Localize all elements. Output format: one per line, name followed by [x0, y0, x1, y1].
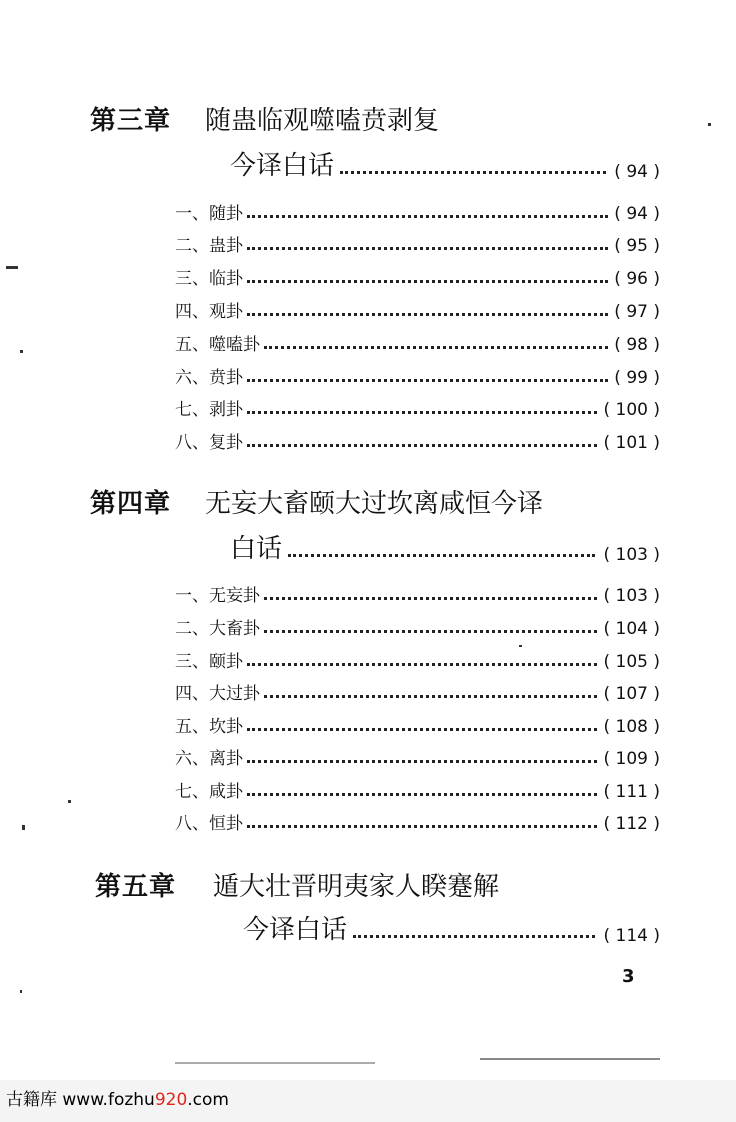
chapter-5-page: ( 114 ) [603, 926, 660, 946]
site-url-suffix: .com [187, 1090, 229, 1110]
leader-dots [247, 760, 597, 763]
site-name: 古籍库 [6, 1090, 57, 1110]
leader-dots [247, 313, 608, 316]
leader-dots [264, 695, 597, 698]
toc-entry-label: 二、大畜卦 [175, 619, 260, 639]
leader-dots [247, 280, 608, 283]
chapter-5-continuation: 今译白话 [243, 915, 348, 945]
toc-entry-page: ( 109 ) [603, 749, 660, 769]
scan-speck [519, 645, 522, 647]
leader-dots [353, 935, 595, 938]
chapter-4-page: ( 103 ) [603, 545, 660, 565]
toc-entry-label: 二、蛊卦 [175, 236, 243, 256]
toc-entry-page: ( 105 ) [603, 652, 660, 672]
leader-dots [264, 346, 608, 349]
chapter-3-page: ( 94 ) [614, 162, 660, 182]
footer-bar [0, 1080, 736, 1122]
scan-speck [20, 350, 23, 353]
chapter-4-title: 无妄大畜颐大过坎离咸恒今译 [205, 489, 544, 519]
toc-entry[interactable] [175, 680, 660, 704]
scan-speck [708, 123, 711, 126]
toc-entry[interactable] [175, 615, 660, 639]
chapter-5-continuation-line[interactable] [243, 916, 660, 946]
toc-entry-label: 三、颐卦 [175, 652, 243, 672]
chapter-3-continuation: 今译白话 [230, 151, 335, 181]
chapter-5-title: 遁大壮晋明夷家人睽蹇解 [213, 872, 500, 902]
toc-entry[interactable] [175, 582, 660, 606]
leader-dots [247, 663, 597, 666]
toc-entry[interactable] [175, 298, 660, 322]
toc-entry-page: ( 94 ) [614, 204, 660, 224]
toc-entry-label: 七、剥卦 [175, 400, 243, 420]
leader-dots [247, 247, 608, 250]
footer-watermark[interactable] [6, 1085, 229, 1110]
page-number: 3 [622, 966, 635, 987]
toc-entry-page: ( 101 ) [603, 433, 660, 453]
leader-dots [264, 597, 597, 600]
chapter-3-title: 随蛊临观噬嗑贲剥复 [205, 106, 440, 136]
scan-speck [175, 1062, 375, 1064]
leader-dots [247, 793, 597, 796]
leader-dots [288, 554, 595, 557]
toc-entry-page: ( 103 ) [603, 586, 660, 606]
scan-speck [480, 1058, 660, 1060]
leader-dots [247, 444, 597, 447]
toc-entry-label: 一、随卦 [175, 204, 243, 224]
toc-entry-label: 六、离卦 [175, 749, 243, 769]
toc-entry-label: 六、贲卦 [175, 368, 243, 388]
toc-entry-label: 三、临卦 [175, 269, 243, 289]
toc-entry[interactable] [175, 396, 660, 420]
toc-entry[interactable] [175, 265, 660, 289]
scan-speck [20, 990, 22, 993]
toc-entry-label: 四、观卦 [175, 302, 243, 322]
leader-dots [340, 171, 606, 174]
leader-dots [247, 728, 597, 731]
toc-entry-label: 七、咸卦 [175, 782, 243, 802]
toc-entry-page: ( 99 ) [614, 368, 660, 388]
toc-entry-page: ( 95 ) [614, 236, 660, 256]
leader-dots [247, 411, 597, 414]
toc-entry-page: ( 96 ) [614, 269, 660, 289]
chapter-4-continuation-line[interactable] [230, 535, 660, 565]
chapter-3-continuation-line[interactable] [230, 152, 660, 182]
toc-entry-page: ( 112 ) [603, 814, 660, 834]
toc-entry-page: ( 104 ) [603, 619, 660, 639]
toc-entry-label: 五、坎卦 [175, 717, 243, 737]
scan-speck [6, 266, 18, 269]
leader-dots [264, 630, 597, 633]
chapter-4-continuation: 白话 [230, 534, 283, 564]
toc-entry-label: 五、噬嗑卦 [175, 335, 260, 355]
toc-entry-label: 八、恒卦 [175, 814, 243, 834]
toc-entry[interactable] [175, 713, 660, 737]
site-url-number: 920 [154, 1090, 188, 1110]
chapter-3-number: 第三章 [90, 106, 172, 136]
toc-entry-page: ( 97 ) [614, 302, 660, 322]
toc-entry-label: 一、无妄卦 [175, 586, 260, 606]
toc-entry[interactable] [175, 429, 660, 453]
toc-entry-page: ( 100 ) [603, 400, 660, 420]
chapter-4-number: 第四章 [90, 489, 172, 519]
toc-entry[interactable] [175, 648, 660, 672]
leader-dots [247, 825, 597, 828]
chapter-5-number: 第五章 [95, 872, 177, 902]
toc-entry-page: ( 108 ) [603, 717, 660, 737]
site-url-prefix: www.fozhu [62, 1090, 155, 1110]
toc-entry-page: ( 107 ) [603, 684, 660, 704]
toc-entry[interactable] [175, 232, 660, 256]
toc-entry[interactable] [175, 331, 660, 355]
leader-dots [247, 215, 608, 218]
toc-entry[interactable] [175, 778, 660, 802]
leader-dots [247, 379, 608, 382]
scan-speck [68, 800, 71, 803]
toc-entry[interactable] [175, 745, 660, 769]
toc-entry-label: 八、复卦 [175, 433, 243, 453]
toc-entry-page: ( 111 ) [603, 782, 660, 802]
toc-entry[interactable] [175, 200, 660, 224]
toc-entry[interactable] [175, 810, 660, 834]
toc-entry-label: 四、大过卦 [175, 684, 260, 704]
toc-entry-page: ( 98 ) [614, 335, 660, 355]
scan-speck [22, 825, 25, 830]
toc-entry[interactable] [175, 364, 660, 388]
